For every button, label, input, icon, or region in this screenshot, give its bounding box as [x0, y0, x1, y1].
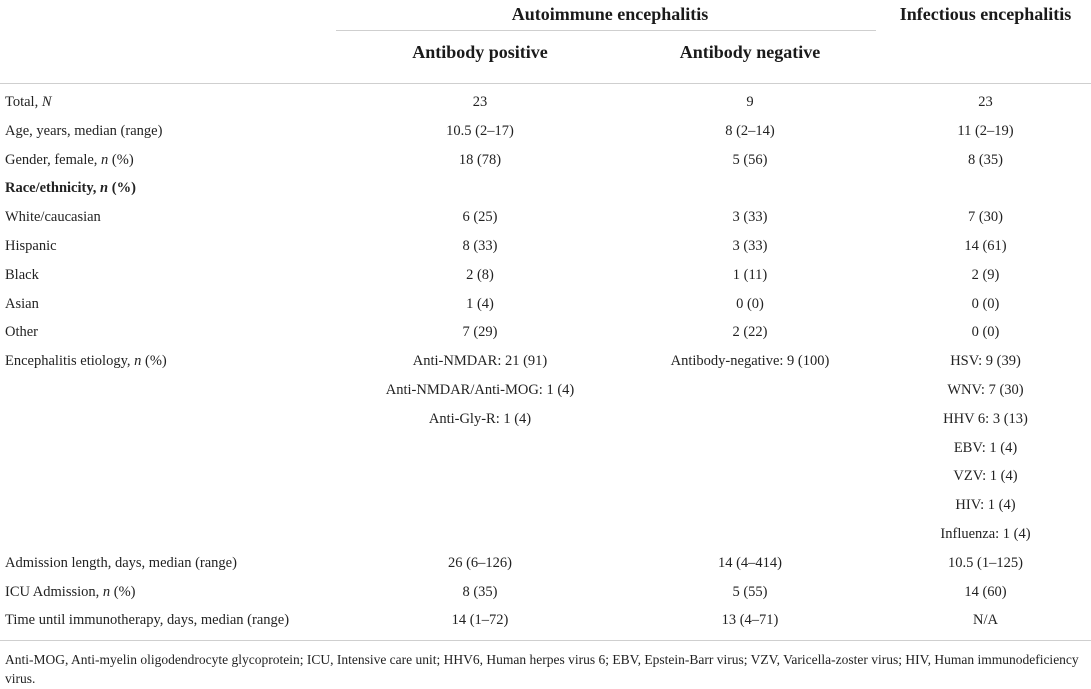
cell-antibody-negative: 14 (4–414): [717, 554, 783, 571]
cell-infectious: 14 (60): [964, 583, 1007, 600]
cell-infectious: 0 (0): [971, 324, 1000, 341]
table-row: [0, 555, 1091, 583]
cell-antibody-positive: Anti-NMDAR: 21 (91): [412, 353, 548, 370]
table-row: [0, 440, 1091, 468]
cell-antibody-negative: 8 (2–14): [725, 122, 775, 139]
table-row: [0, 296, 1091, 324]
row-label-italic: N: [41, 94, 52, 110]
header-autoimmune-encephalitis: Autoimmune encephalitis: [511, 4, 709, 24]
cell-antibody-positive: 14 (1–72): [451, 612, 509, 629]
cell-infectious: HSV: 9 (39): [950, 353, 1021, 370]
cell-antibody-negative: 3 (33): [732, 209, 768, 226]
cell-antibody-negative: 0 (0): [736, 295, 764, 312]
cell-antibody-positive: 10.5 (2–17): [446, 122, 514, 139]
header-antibody-positive: Antibody positive: [412, 42, 548, 62]
cell-infectious: 10.5 (1–125): [948, 554, 1023, 571]
cell-infectious: 0 (0): [971, 295, 1000, 312]
row-label: [5, 353, 167, 370]
table-row: [0, 612, 1091, 640]
row-label-italic: n: [102, 583, 111, 600]
row-label: [5, 555, 237, 572]
table-footnote: Anti-MOG, Anti-myelin oligodendrocyte glycoprotein; ICU, Intensive care unit; HHV6, Human herpes virus 6; EBV, Epstein-Barr virus; VZV, Varicella-zoster virus; HIV, Human immunodeficiency virus.: [5, 652, 1079, 686]
cell-infectious: 14 (61): [964, 238, 1007, 254]
cell-antibody-negative: 5 (55): [732, 583, 768, 600]
table-row: [0, 267, 1091, 295]
header-bottom-rule: [0, 83, 1091, 84]
row-label: [5, 324, 38, 341]
cell-infectious: 8 (35): [967, 151, 1004, 168]
row-label-tail: (%): [108, 151, 134, 168]
row-label-tail: (%): [141, 353, 167, 370]
cell-antibody-positive: 8 (33): [462, 238, 498, 254]
row-label-text: Age, years, median (range): [5, 122, 163, 139]
row-label-tail: (%): [108, 180, 136, 197]
row-label-text: Time until immunotherapy, days, median (range): [5, 612, 290, 629]
cell-antibody-positive: 23: [472, 94, 488, 110]
cell-infectious: HHV 6: 3 (13): [943, 410, 1028, 427]
row-label-text: Hispanic: [5, 238, 57, 254]
cell-antibody-positive: 8 (35): [462, 583, 498, 600]
row-label-text: Admission length, days, median (range): [5, 554, 237, 571]
table-row: [0, 382, 1091, 410]
cell-infectious: Influenza: 1 (4): [940, 526, 1031, 542]
header-antibody-negative: Antibody negative: [679, 42, 821, 62]
cell-antibody-negative: 2 (22): [732, 324, 768, 341]
cell-infectious: 11 (2–19): [957, 122, 1014, 139]
table-row: [0, 526, 1091, 554]
cell-infectious: 23: [978, 94, 993, 110]
cell-antibody-positive: Anti-Gly-R: 1 (4): [428, 410, 532, 427]
cell-infectious: 2 (9): [971, 266, 1000, 283]
row-label: [5, 296, 39, 313]
table-row: [0, 468, 1091, 496]
table-row: [0, 209, 1091, 237]
cell-antibody-positive: 18 (78): [458, 151, 502, 168]
row-label-text: Black: [5, 266, 39, 283]
table-row: [0, 94, 1091, 122]
row-label: [5, 123, 162, 140]
row-label: [5, 180, 136, 197]
table-row: [0, 353, 1091, 381]
cell-antibody-positive: 6 (25): [462, 209, 498, 226]
row-label-text: Asian: [5, 295, 39, 312]
cell-infectious: VZV: 1 (4): [953, 468, 1018, 485]
cell-antibody-positive: 1 (4): [466, 295, 494, 312]
row-label-text: Other: [5, 324, 39, 341]
cell-antibody-negative: 9: [746, 94, 754, 110]
cell-infectious: EBV: 1 (4): [953, 439, 1018, 456]
row-label: [5, 584, 136, 601]
row-label: [5, 238, 57, 255]
row-label-text: Gender, female,: [5, 151, 102, 168]
row-label-text: Encephalitis etiology,: [5, 353, 135, 370]
cell-antibody-negative: 3 (33): [732, 238, 768, 254]
row-label-italic: n: [101, 151, 109, 168]
cell-antibody-positive: Anti-NMDAR/Anti-MOG: 1 (4): [385, 382, 575, 398]
row-label-text: ICU Admission,: [5, 583, 103, 600]
table-row: [0, 123, 1091, 151]
cell-antibody-negative: 13 (4–71): [721, 612, 779, 629]
row-label: [5, 94, 52, 111]
cell-infectious: WNV: 7 (30): [947, 382, 1024, 398]
row-label-italic: n: [134, 353, 142, 370]
table-bottom-rule: [0, 640, 1091, 641]
table-row: [0, 152, 1091, 180]
table-row: [0, 238, 1091, 266]
cell-antibody-negative: Antibody-negative: 9 (100): [670, 353, 830, 370]
row-label: [5, 267, 39, 284]
cell-antibody-negative: 1 (11): [732, 266, 768, 283]
table-row: [0, 180, 1091, 208]
cell-antibody-positive: 2 (8): [466, 266, 494, 283]
row-label-text: Total,: [5, 94, 42, 110]
table-row: [0, 324, 1091, 352]
header-group-rule: [336, 30, 876, 31]
row-label-italic: n: [100, 180, 109, 197]
table-row: [0, 584, 1091, 612]
row-label: [5, 209, 101, 226]
cell-infectious: 7 (30): [967, 209, 1004, 226]
row-label-tail: (%): [110, 583, 136, 600]
header-infectious-encephalitis: Infectious encephalitis: [899, 4, 1072, 24]
cell-antibody-positive: 26 (6–126): [447, 554, 513, 571]
row-label: [5, 152, 134, 169]
row-label-text: White/caucasian: [5, 209, 101, 226]
table-row: [0, 497, 1091, 525]
row-label: [5, 612, 289, 629]
cell-antibody-positive: 7 (29): [462, 324, 498, 341]
cell-antibody-negative: 5 (56): [732, 151, 768, 168]
cell-infectious: HIV: 1 (4): [955, 497, 1016, 514]
row-label-text: Race/ethnicity,: [5, 180, 101, 197]
cell-infectious: N/A: [973, 612, 998, 629]
table-row: [0, 411, 1091, 439]
